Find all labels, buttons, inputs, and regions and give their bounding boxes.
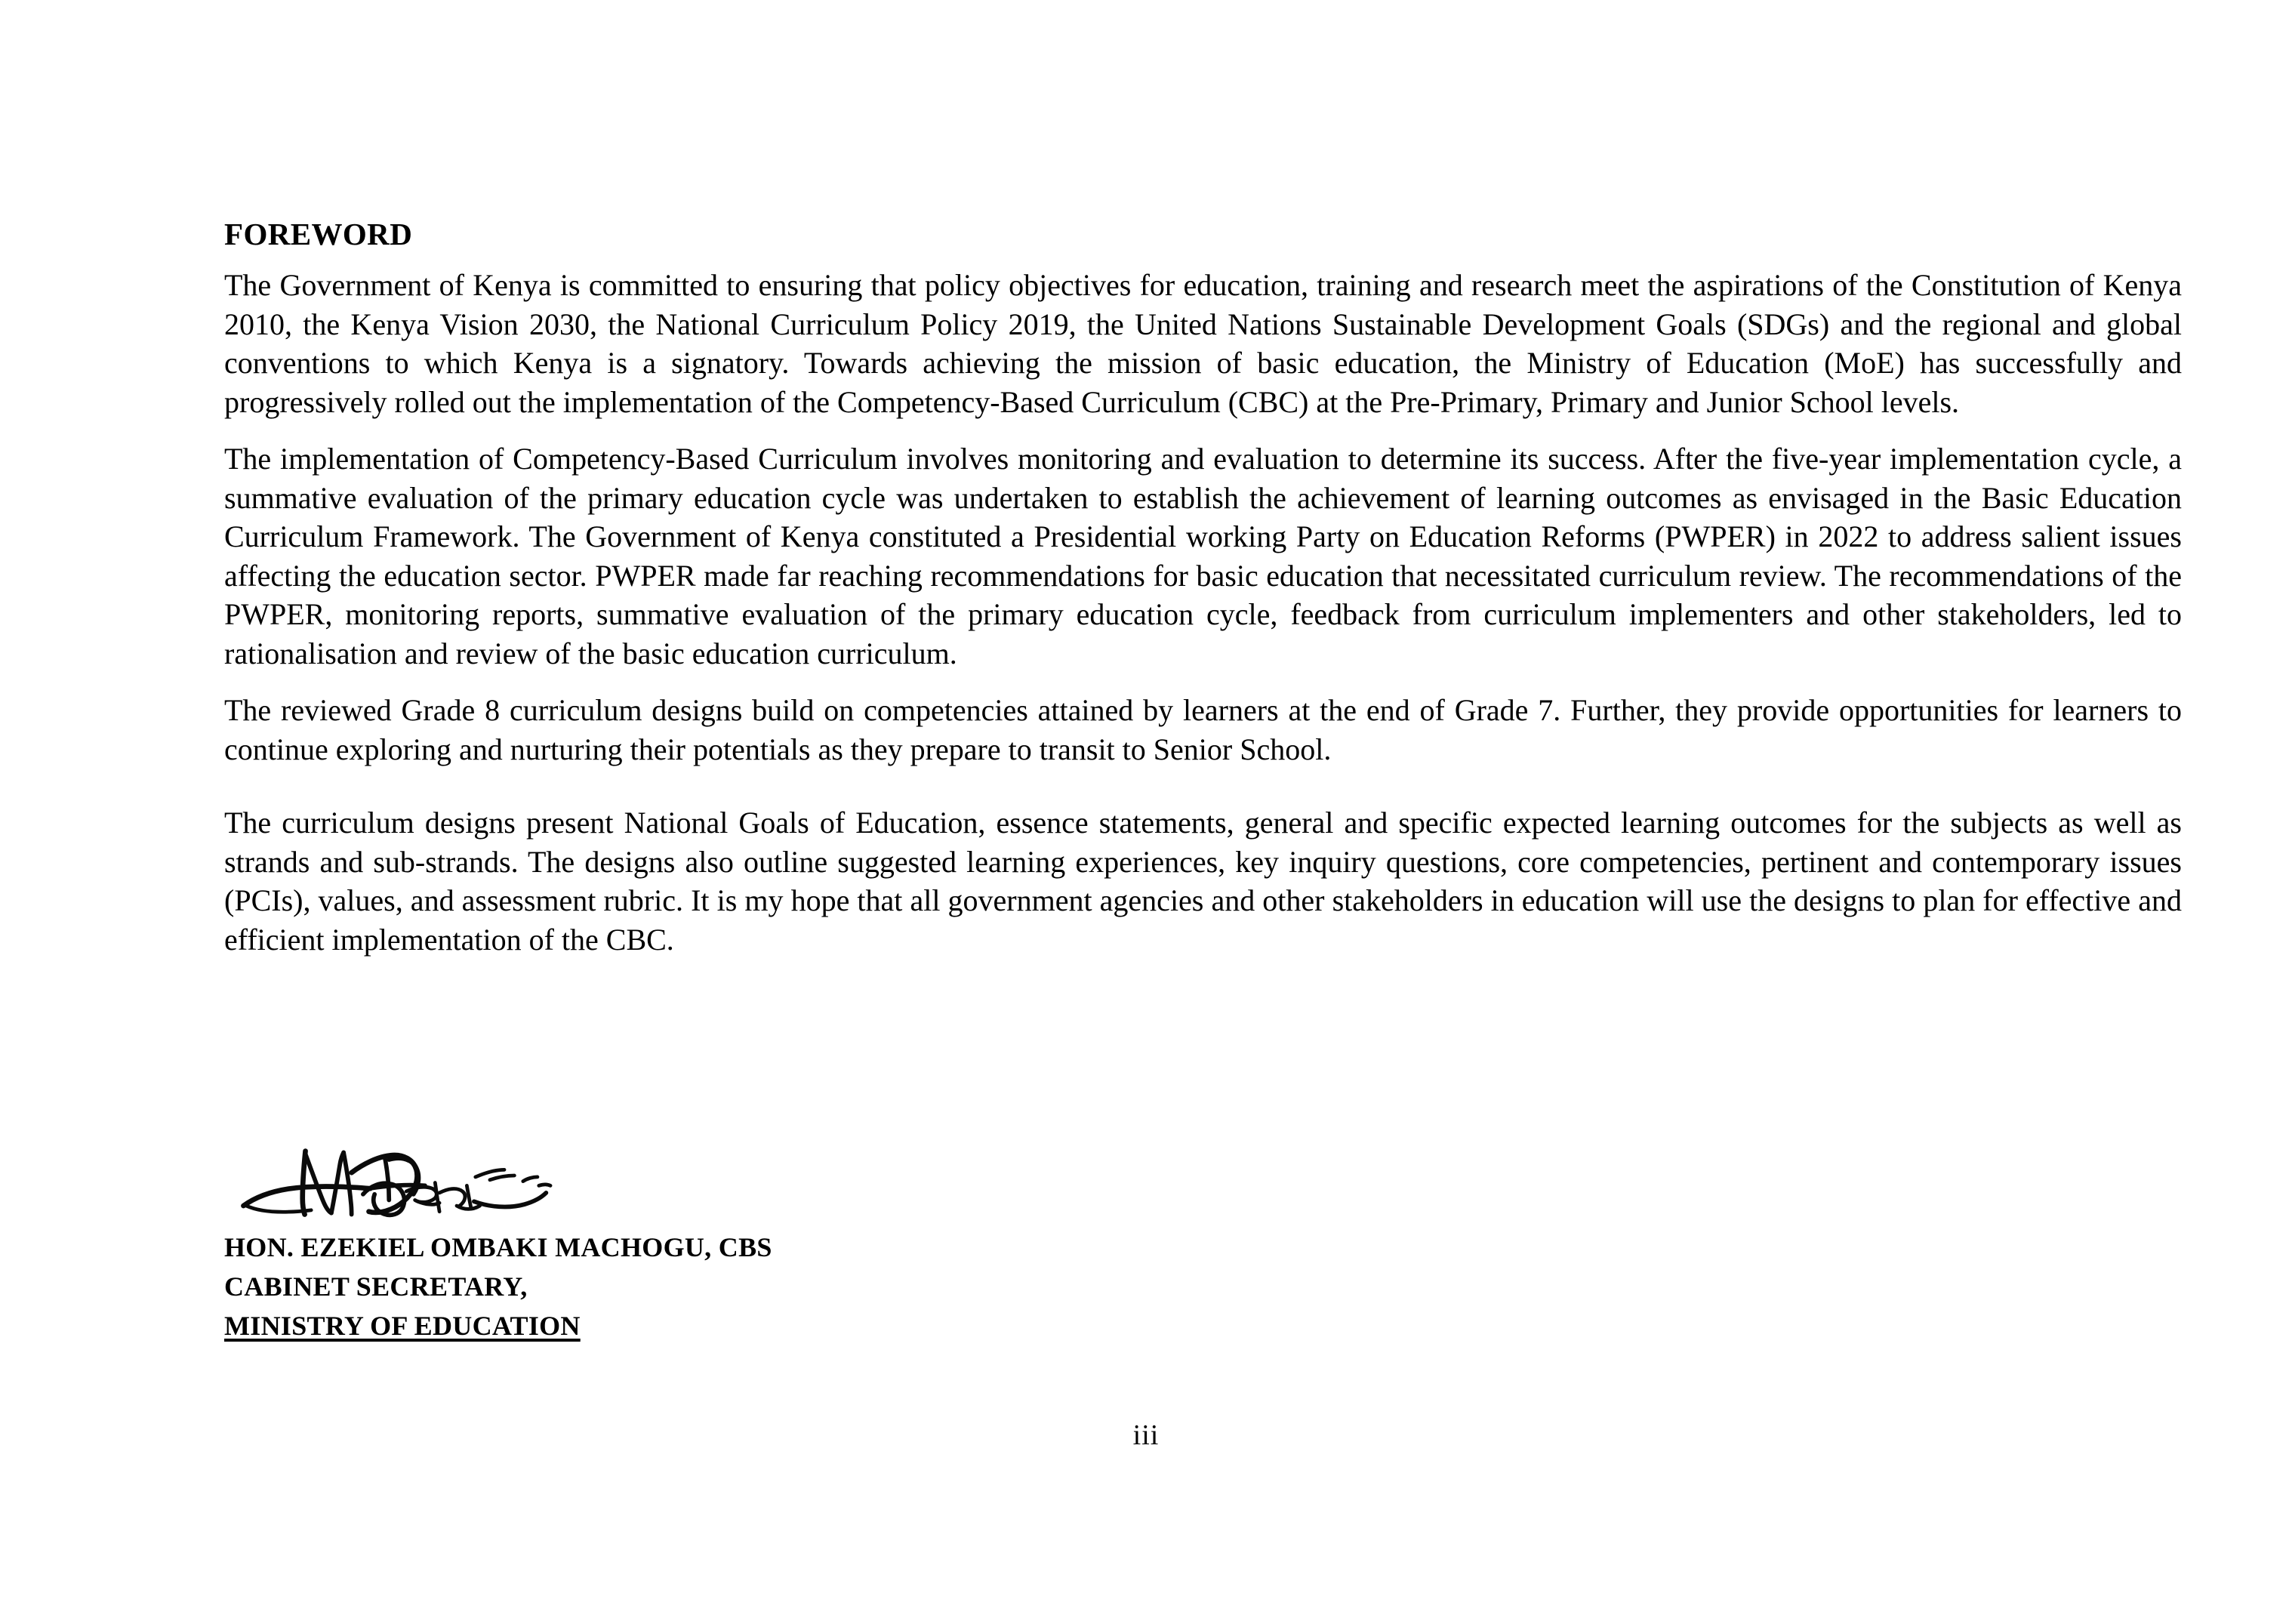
signer-details	[224, 1228, 1281, 1345]
signer-ministry: MINISTRY OF EDUCATION	[224, 1311, 581, 1341]
paragraph-2: The implementation of Competency-Based Curriculum involves monitoring and evaluation to determine its success. After the five-year implementation cycle, a summative evaluation of the primary education cycle was undertaken to establish the achievement of learning outcomes as envisaged in the Basic Education Curriculum Framework. The Government of Kenya constituted a Presidential working Party on Education Reforms (PWPER) in 2022 to address salient issues affecting the education sector. PWPER made far reaching recommendations for basic education that necessitated curriculum review. The recommendations of the PWPER, monitoring reports, summative evaluation of the primary education cycle, feedback from curriculum implementers and other stakeholders, led to rationalisation and review of the basic education curriculum.	[224, 442, 2182, 670]
handwritten-signature-icon	[232, 1144, 587, 1223]
page-title: FOREWORD	[224, 217, 413, 251]
foreword-content	[224, 216, 2182, 977]
page-number: iii	[1132, 1419, 1160, 1451]
paragraph-3: The reviewed Grade 8 curriculum designs build on competencies attained by learners at the end of Grade 7. Further, they provide opportunities for learners to continue exploring and nurturing their potentials as they prepare to transit to Senior School.	[224, 693, 2182, 766]
signature-block	[224, 1144, 1281, 1345]
signer-name: HON. EZEKIEL OMBAKI MACHOGU, CBS	[224, 1232, 772, 1262]
paragraph-1: The Government of Kenya is committed to ensuring that policy objectives for education, training and research meet the aspirations of the Constitution of Kenya 2010, the Kenya Vision 2030, the National Curriculum Policy 2019, the United Nations Sustainable Development Goals (SDGs) and the regional and global conventions to which Kenya is a signatory. Towards achieving the mission of basic education, the Ministry of Education (MoE) has successfully and progressively rolled out the implementation of the Competency-Based Curriculum (CBC) at the Pre-Primary, Primary and Junior School levels.	[224, 268, 2182, 419]
paragraph-4: The curriculum designs present National Goals of Education, essence statements, general and specific expected learning outcomes for the subjects as well as strands and sub-strands. The designs also outline suggested learning experiences, key inquiry questions, core competencies, pertinent and contemporary issues (PCIs), values, and assessment rubric. It is my hope that all government agencies and other stakeholders in education will use the designs to plan for effective and efficient implementation of the CBC.	[224, 806, 2182, 957]
signer-role: CABINET SECRETARY,	[224, 1271, 528, 1302]
